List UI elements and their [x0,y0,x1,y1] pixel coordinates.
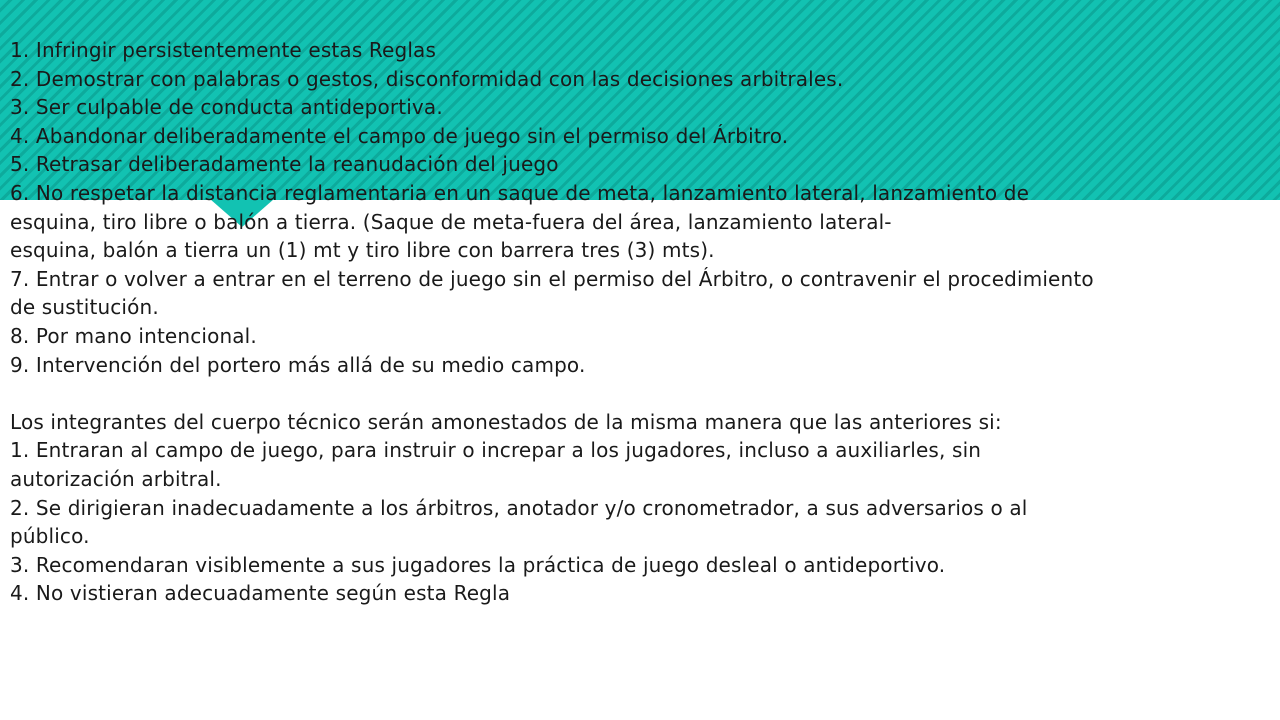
rule-line-9: 9. Intervención del portero más allá de su medio campo. [10,352,586,377]
slide-body-text [10,36,1272,608]
rule-line-8: 8. Por mano intencional. [10,323,257,348]
rule-line-4: 4. Abandonar deliberadamente el campo de juego sin el permiso del Árbitro. [10,123,789,148]
rule-line-7: 7. Entrar o volver a entrar en el terreno de juego sin el permiso del Árbitro, o contravenir el procedimiento [10,266,1094,291]
staff-line-4: 4. No vistieran adecuadamente según esta Regla [10,581,511,606]
rule-line-6-cont-b: esquina, balón a tierra un (1) mt y tiro libre con barrera tres (3) mts). [10,238,715,263]
rule-line-1: 1. Infringir persistentemente estas Reglas [10,38,437,62]
paragraph-spacer [10,379,1272,408]
rule-line-6: 6. No respetar la distancia reglamentaria en un saque de meta, lanzamiento lateral, lanzamiento de [10,180,1030,205]
staff-intro: Los integrantes del cuerpo técnico serán amonestados de la misma manera que las anteriores si: [10,409,1002,434]
staff-line-2-cont: público. [10,524,90,549]
staff-line-1-cont: autorización arbitral. [10,466,222,491]
rule-line-2: 2. Demostrar con palabras o gestos, disconformidad con las decisiones arbitrales. [10,66,844,91]
staff-line-2: 2. Se dirigieran inadecuadamente a los árbitros, anotador y/o cronometrador, a sus adversarios o al [10,495,1028,520]
rule-line-7-cont: de sustitución. [10,295,159,320]
staff-line-3: 3. Recomendaran visiblemente a sus jugadores la práctica de juego desleal o antideportivo. [10,552,946,577]
rule-line-6-cont-a: esquina, tiro libre o balón a tierra. (Saque de meta-fuera del área, lanzamiento lateral- [10,209,892,234]
rule-line-5: 5. Retrasar deliberadamente la reanudación del juego [10,152,559,177]
staff-line-1: 1. Entraran al campo de juego, para instruir o increpar a los jugadores, incluso a auxiliarles, sin [10,438,982,463]
rule-line-3: 3. Ser culpable de conducta antideportiva. [10,95,443,120]
